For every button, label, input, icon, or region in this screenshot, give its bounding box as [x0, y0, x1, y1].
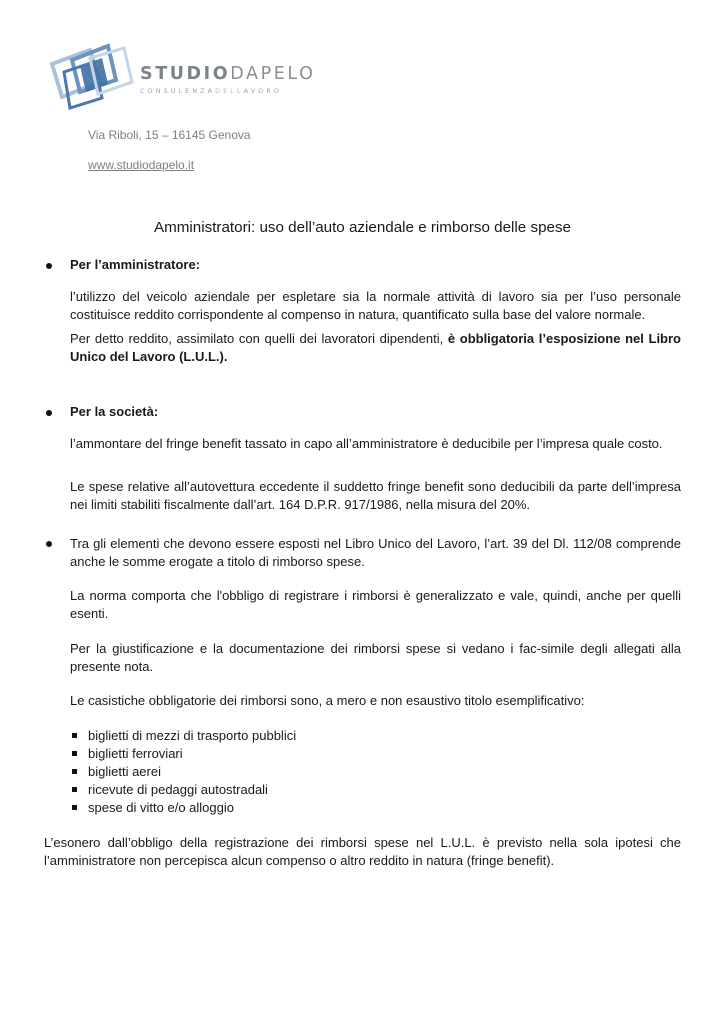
- section-rimborsi-paragraph-4: Le casistiche obbligatorie dei rimborsi sono, a mero e non esaustivo titolo esemplificativo:: [70, 693, 585, 708]
- bullet-dot-icon: [46, 263, 52, 269]
- logo-name-bold: STUDIO: [140, 64, 231, 84]
- list-item-text: ricevute di pedaggi autostradali: [88, 782, 268, 797]
- logo-text: [140, 64, 316, 95]
- square-bullet-icon: [72, 805, 77, 810]
- address-line: Via Riboli, 15 – 16145 Genova: [88, 128, 251, 142]
- section-societa-paragraph-2: Le spese relative all’autovettura eccedente il suddetto fringe benefit sono deducibili da parte dell’impresa nei limiti stabiliti fiscalmente dall’art. 164 D.P.R. 917/1986, nella misura del 20%.: [70, 479, 681, 512]
- paragraph-2-bold: è obbligatoria l’esposizione nel Libro Unico del Lavoro (L.U.L.).: [70, 331, 681, 364]
- list-item-text: spese di vitto e/o alloggio: [88, 800, 234, 815]
- list-item: [70, 799, 296, 817]
- section-rimborsi-paragraph-2: La norma comporta che l'obbligo di registrare i rimborsi è generalizzato e vale, quindi, anche per quelli esenti.: [70, 588, 681, 621]
- list-item-text: biglietti di mezzi di trasporto pubblici: [88, 728, 297, 743]
- logo-name: [140, 64, 316, 84]
- section-rimborsi-paragraph-3: Per la giustificazione e la documentazione dei rimborsi spese si vedano i fac-simile degli allegati alla presente nota.: [70, 641, 681, 674]
- list-item: [70, 745, 296, 763]
- logo-sub-b: DEL: [215, 87, 237, 95]
- list-item: [70, 763, 296, 781]
- bullet-dot-icon: [46, 541, 52, 547]
- list-item-text: biglietti ferroviari: [88, 746, 183, 761]
- section-societa-paragraph-1: l’ammontare del fringe benefit tassato in capo all’amministratore è deducibile per l’impresa quale costo.: [70, 436, 663, 451]
- list-item-text: biglietti aerei: [88, 764, 161, 779]
- section-rimborsi-paragraph-1: Tra gli elementi che devono essere esposti nel Libro Unico del Lavoro, l’art. 39 del Dl. 112/08 comprende anche le somme erogate a titolo di rimborso spese.: [70, 536, 681, 569]
- logo-sub-c: LAVORO: [236, 87, 282, 95]
- document-title: Amministratori: uso dell’auto aziendale e rimborso delle spese: [153, 219, 572, 236]
- closing-paragraph: L’esonero dall’obbligo della registrazione dei rimborsi spese nel L.U.L. è previsto nella sola ipotesi che l’amministratore non percepisca alcun compenso o altro reddito in natura (fringe benefit).: [44, 835, 681, 868]
- square-bullet-icon: [72, 733, 77, 738]
- rimborsi-list: [70, 727, 296, 817]
- square-bullet-icon: [72, 751, 77, 756]
- bullet-dot-icon: [46, 410, 52, 416]
- list-item: [70, 781, 296, 799]
- paragraph-2-text: Per detto reddito, assimilato con quelli dei lavoratori dipendenti,: [70, 331, 448, 346]
- section-amministratore-paragraph-2: [70, 330, 681, 366]
- logo-sub-a: CONSULENZA: [140, 87, 216, 95]
- list-item: [70, 727, 296, 745]
- section-amministratore-heading: Per l’amministratore:: [70, 257, 201, 272]
- logo-subtitle: [140, 87, 316, 95]
- square-bullet-icon: [72, 787, 77, 792]
- logo-name-rest: DAPELO: [230, 64, 316, 84]
- website-link[interactable]: www.studiodapelo.it: [88, 158, 195, 172]
- section-societa-heading: Per la società:: [70, 404, 159, 419]
- studio-dapelo-logo-icon: [50, 42, 136, 112]
- section-amministratore-paragraph-1: l’utilizzo del veicolo aziendale per espletare sia la normale attività di lavoro sia per l’uso personale costituisce reddito corrispondente al compenso in natura, quantificato sulla base del valore normale.: [70, 289, 681, 322]
- square-bullet-icon: [72, 769, 77, 774]
